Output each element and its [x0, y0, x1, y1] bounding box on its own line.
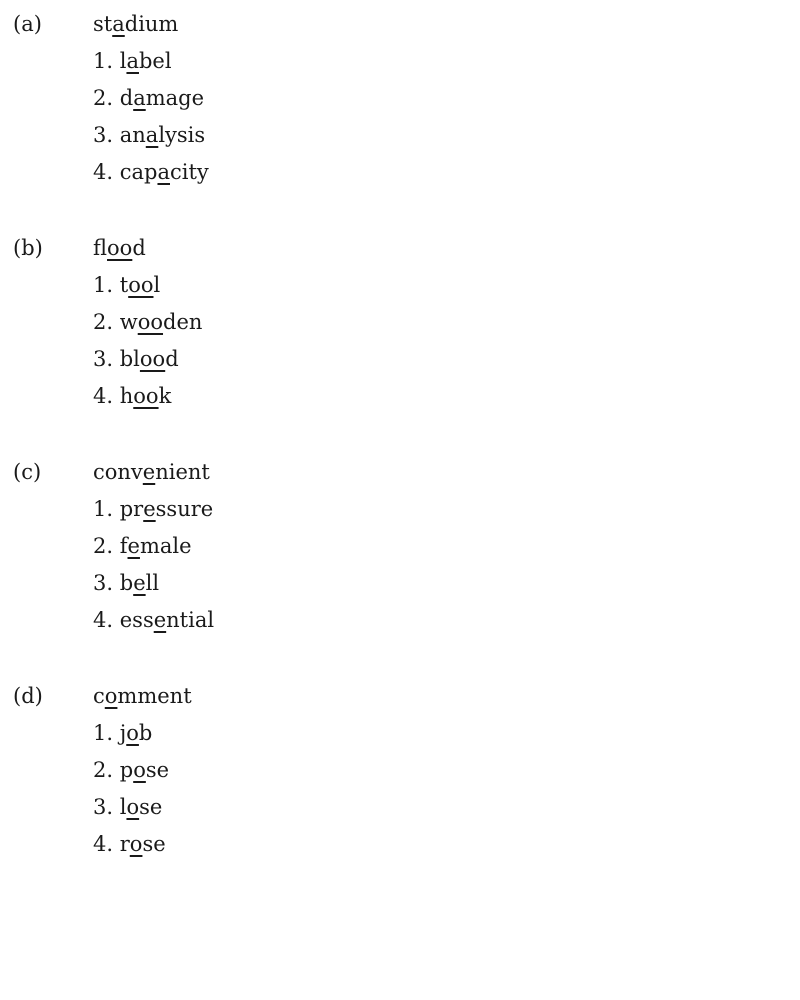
underlined-letters: o [104, 684, 118, 708]
option-number: 1. [93, 497, 114, 521]
word-part: d [165, 347, 179, 371]
option-1 [93, 495, 213, 523]
option-number: 4. [93, 608, 114, 632]
option-2 [93, 756, 169, 784]
word-part: lysis [158, 123, 206, 147]
question-word [93, 682, 192, 710]
word-part: den [163, 310, 203, 334]
option-number: 2. [93, 86, 114, 110]
underlined-letters: o [126, 721, 139, 745]
word-part: city [170, 160, 209, 184]
underlined-letters: o [133, 758, 146, 782]
option-2 [93, 308, 202, 336]
underlined-letters: oo [137, 310, 164, 334]
option-number: 3. [93, 123, 114, 147]
underlined-letters: a [157, 160, 170, 184]
option-2 [93, 84, 204, 112]
underlined-letters: oo [128, 273, 154, 297]
underlined-letters: e [133, 571, 146, 595]
option-1 [93, 47, 172, 75]
word-part: l [119, 795, 127, 819]
option-number: 3. [93, 347, 114, 371]
option-1 [93, 271, 160, 299]
underlined-letters: a [126, 49, 139, 73]
underlined-letters: a [133, 86, 146, 110]
option-1 [93, 719, 152, 747]
word-part: l [119, 49, 127, 73]
option-number: 1. [93, 721, 114, 745]
word-part: ess [119, 608, 154, 632]
underlined-letters: e [142, 460, 156, 484]
question-a [0, 0, 800, 190]
question-b [0, 224, 800, 414]
word-part: ntial [166, 608, 215, 632]
word-part: cap [119, 160, 158, 184]
option-number: 1. [93, 49, 114, 73]
option-3 [93, 793, 162, 821]
word-part: c [93, 684, 105, 708]
option-3 [93, 121, 205, 149]
option-number: 2. [93, 310, 114, 334]
word-part: an [119, 123, 146, 147]
option-number: 4. [93, 832, 114, 856]
underlined-letters: oo [133, 384, 159, 408]
option-number: 1. [93, 273, 114, 297]
question-label: (c) [13, 460, 42, 484]
word-part: ll [145, 571, 160, 595]
underlined-letters: a [145, 123, 159, 147]
word-part: mment [117, 684, 192, 708]
word-part: d [119, 86, 134, 110]
option-4 [93, 830, 166, 858]
option-number: 4. [93, 160, 114, 184]
word-part: se [139, 795, 163, 819]
word-part: se [145, 758, 170, 782]
word-part: k [158, 384, 172, 408]
word-part: fl [93, 236, 108, 260]
word-part: conv [93, 460, 143, 484]
option-4 [93, 382, 171, 410]
word-part: h [119, 384, 134, 408]
underlined-letters: o [126, 795, 140, 819]
word-part: d [132, 236, 146, 260]
option-number: 2. [93, 534, 114, 558]
word-part: w [119, 310, 138, 334]
word-part: bel [138, 49, 172, 73]
word-part: male [139, 534, 192, 558]
word-part: mage [145, 86, 205, 110]
underlined-letters: e [127, 534, 140, 558]
word-part: bl [119, 347, 140, 371]
underlined-letters: a [112, 12, 125, 36]
word-part: nient [155, 460, 210, 484]
underlined-letters: e [153, 608, 167, 632]
option-number: 3. [93, 795, 114, 819]
question-d [0, 672, 800, 862]
underlined-letters: oo [107, 236, 133, 260]
option-4 [93, 606, 214, 634]
question-word [93, 458, 210, 486]
word-part: se [142, 832, 166, 856]
word-part: p [119, 758, 134, 782]
question-word [93, 234, 146, 262]
word-part: st [93, 12, 113, 36]
question-c [0, 448, 800, 638]
word-part: f [119, 534, 128, 558]
question-label: (d) [13, 684, 43, 708]
option-2 [93, 532, 192, 560]
word-part: b [119, 571, 134, 595]
option-3 [93, 569, 159, 597]
question-word [93, 10, 178, 38]
word-part: j [119, 721, 127, 745]
underlined-letters: o [129, 832, 143, 856]
underlined-letters: oo [139, 347, 166, 371]
word-part: l [153, 273, 161, 297]
word-part: b [138, 721, 153, 745]
word-part: r [119, 832, 130, 856]
question-label: (a) [13, 12, 42, 36]
word-part: dium [124, 12, 179, 36]
word-part: t [119, 273, 129, 297]
word-part: ssure [155, 497, 214, 521]
underlined-letters: e [143, 497, 156, 521]
option-number: 2. [93, 758, 114, 782]
option-4 [93, 158, 209, 186]
option-number: 3. [93, 571, 114, 595]
option-number: 4. [93, 384, 114, 408]
option-3 [93, 345, 179, 373]
word-part: pr [119, 497, 144, 521]
question-label: (b) [13, 236, 43, 260]
